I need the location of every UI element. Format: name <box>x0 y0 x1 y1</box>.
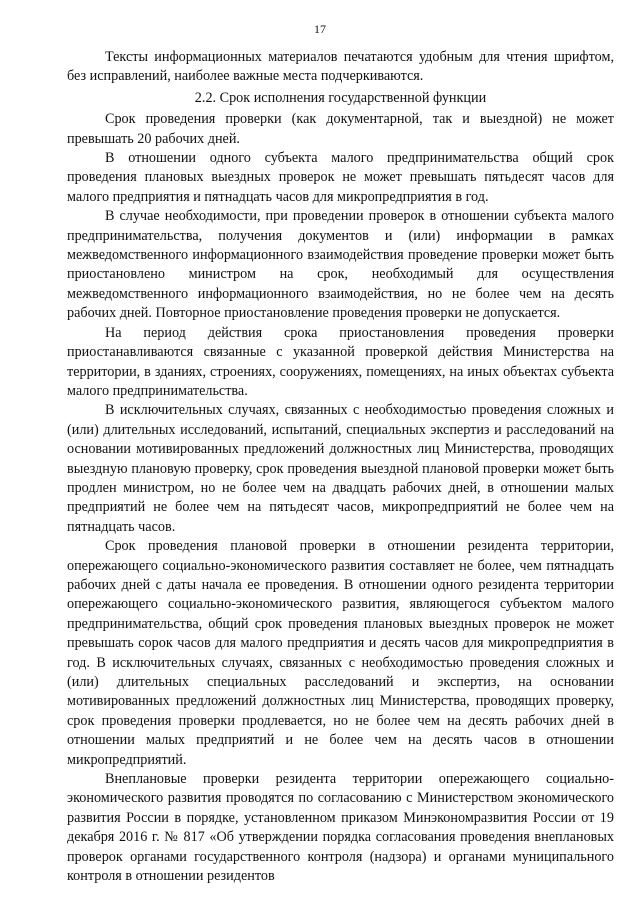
paragraph-resident-inspection: Срок проведения плановой проверки в отношении резидента территории, опережающего социально-экономического развития составляет не более, чем пятнадцать рабочих дней с даты начала ее проведения. В отношении одного резидента территории опережающего социально-экономического развития, являющегося субъектом малого предпринимательства, общий срок проведения плановых выездных проверок не может превышать сорок часов для малого предприятия и десять часов для микропредприятия в год. В исключительных случаях, связанных с необходимостью проведения сложных и (или) длительных специальных расследований и экспертиз, на основании мотивированных предложений должностных лиц Министерства, проводящих проверку, срок проведения проверки продлевается, но не более чем на десять рабочих дней в отношении малых предприятий и не более чем на десять часов в отношении микропредприятий. <box>67 538 614 768</box>
paragraph-suspension: В случае необходимости, при проведении проверок в отношении субъекта малого предпринимательства, получения документов и (или) информации в рамках межведомственного информационного взаимодействия проведение проверки может быть приостановлено министром на срок, необходимый для осуществления межведомственного информационного взаимодействия, но не более чем на десять рабочих дней. Повторное приостановление проведения проверки не допускается. <box>67 208 614 322</box>
paragraph-small-business-limit: В отношении одного субъекта малого предпринимательства общий срок проведения плановых выездных проверок не может превышать пятьдесят часов для малого предприятия и пятнадцать часов для микропредприятия в год. <box>67 150 614 205</box>
paragraph-suspension-effects: На период действия срока приостановления проведения проверки приостанавливаются связанные с указанной проверкой действия Министерства на территории, в зданиях, строениях, сооружениях, помещениях, на иных объектах субъекта малого предпринимательства. <box>67 324 614 399</box>
page-number: 17 <box>314 22 326 36</box>
paragraph-inspection-duration: Срок проведения проверки (как документарной, так и выездной) не может превышать 20 рабочих дней. <box>67 111 614 147</box>
paragraph-extension: В исключительных случаях, связанных с необходимостью проведения сложных и (или) длительных исследований, испытаний, специальных экспертиз и расследований на основании мотивированных предложений должностных лиц Министерства, проводящих выездную плановую проверку, срок проведения выездной плановой проверки может быть продлен министром, но не более чем на двадцать рабочих дней, в отношении малых предприятий не более чем на пятьдесят часов, микропредприятий не более чем на пятнадцать часов. <box>67 402 614 535</box>
paragraph-print-requirements: Тексты информационных материалов печатаются удобным для чтения шрифтом, без исправлений, наиболее важные места подчеркиваются. <box>67 49 614 85</box>
document-body <box>67 48 614 886</box>
section-title: 2.2. Срок исполнения государственной функции <box>194 89 487 106</box>
paragraph-unscheduled-inspections: Внеплановые проверки резидента территории опережающего социально-экономического развития проводятся по согласованию с Министерством экономического развития России в порядке, установленном приказом Минэкономразвития России от 19 декабря 2016 г. № 817 «Об утверждении порядка согласования проведения внеплановых проверок органами государственного контроля (надзора) и органами муниципального контроля в отношении резидентов <box>67 771 614 885</box>
